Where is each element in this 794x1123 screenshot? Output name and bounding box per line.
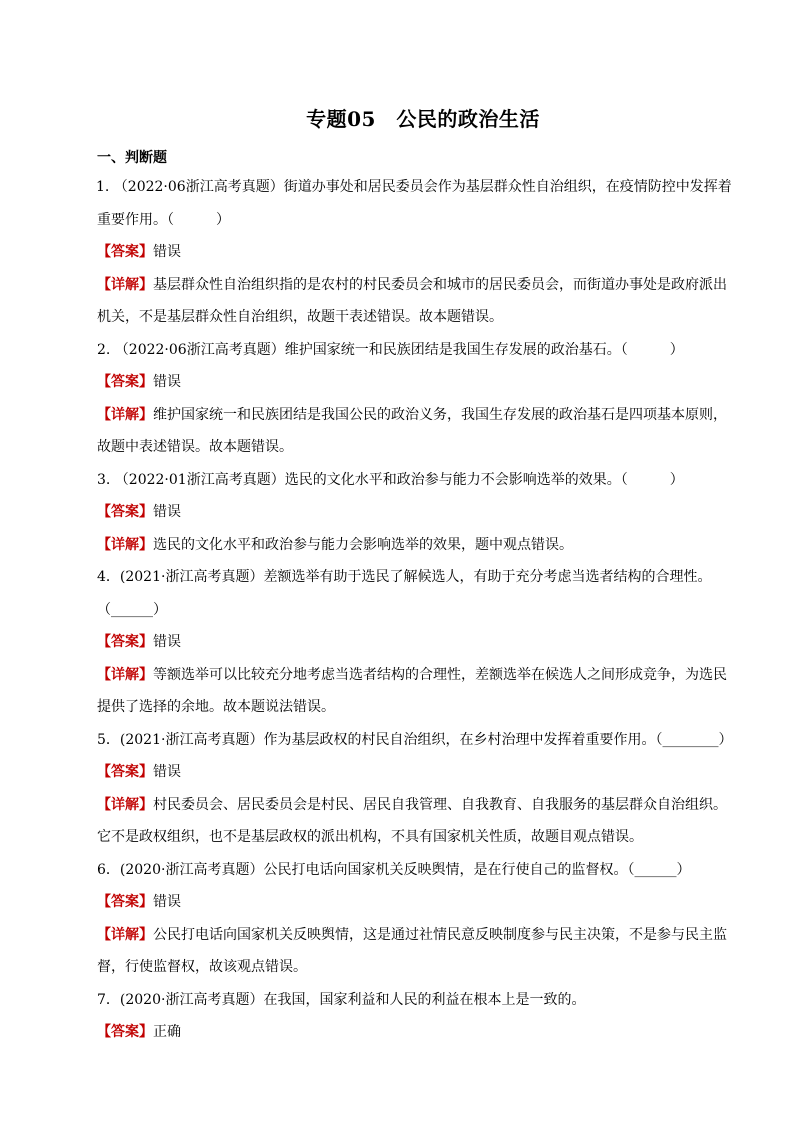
answer-value: 错误 — [153, 374, 181, 390]
detail-tag: 【详解】 — [97, 276, 153, 293]
answer-value: 正确 — [153, 1024, 181, 1040]
question-text: 4．(2021·浙江高考真题）差额选举有助于选民了解候选人，有助于充分考虑当选者结构的合理性。 — [97, 569, 712, 585]
question-blank: （______） — [97, 601, 167, 618]
answer-tag: 【答案】 — [97, 894, 153, 910]
answer-value: 错误 — [153, 504, 181, 520]
detail-line — [97, 399, 733, 464]
answer-value: 错误 — [153, 764, 181, 780]
answer-line — [97, 496, 733, 529]
detail-line — [97, 659, 733, 724]
question-text: 6．(2020·浙江高考真题）公民打电话向国家机关反映舆情，是在行使自己的监督权。（______） — [97, 861, 691, 878]
detail-text: 选民的文化水平和政治参与能力会影响选举的效果，题中观点错误。 — [153, 536, 573, 553]
detail-text: 基层群众性自治组织指的是农村的村民委员会和城市的居民委员会，而街道办事处是政府派出机关，不是基层群众性自治组织，故题干表述错误。故本题错误。 — [97, 276, 727, 325]
detail-text: 等额选举可以比较充分地考虑当选者结构的合理性，差额选举在候选人之间形成竞争，为选民提供了选择的余地。故本题说法错误。 — [97, 666, 727, 715]
detail-tag: 【详解】 — [97, 536, 153, 553]
detail-tag: 【详解】 — [97, 796, 153, 813]
answer-value: 错误 — [153, 244, 181, 260]
question-text: 5．(2021·浙江高考真题）作为基层政权的村民自治组织，在乡村治理中发挥着重要作用。（________） — [97, 731, 733, 748]
answer-line — [97, 236, 733, 269]
detail-line — [97, 919, 733, 984]
section-heading: 一、判断题 — [97, 150, 167, 166]
detail-text: 公民打电话向国家机关反映舆情，这是通过社情民意反映制度参与民主决策，不是参与民主监督，行使监督权，故该观点错误。 — [97, 926, 727, 975]
answer-tag: 【答案】 — [97, 634, 153, 650]
answer-tag: 【答案】 — [97, 764, 153, 780]
question-text: 2. （2022·06浙江高考真题）维护国家统一和民族团结是我国生存发展的政治基石。（ ） — [97, 341, 684, 358]
answer-tag: 【答案】 — [97, 504, 153, 520]
answer-line — [97, 626, 733, 659]
detail-tag: 【详解】 — [97, 666, 153, 683]
answer-value: 错误 — [153, 634, 181, 650]
page-title: 专题05 公民的政治生活 — [306, 107, 540, 131]
answer-tag: 【答案】 — [97, 244, 153, 260]
answer-tag: 【答案】 — [97, 374, 153, 390]
detail-text: 村民委员会、居民委员会是村民、居民自我管理、自我教育、自我服务的基层群众自治组织。它不是政权组织，也不是基层政权的派出机构，不具有国家机关性质，故题目观点错误。 — [97, 796, 727, 845]
answer-value: 错误 — [153, 894, 181, 910]
detail-line — [97, 269, 733, 334]
detail-tag: 【详解】 — [97, 406, 153, 423]
detail-line — [97, 789, 733, 854]
answer-line — [97, 366, 733, 399]
answer-line — [97, 756, 733, 789]
answer-tag: 【答案】 — [97, 1024, 153, 1040]
question-text: 3. （2022·01浙江高考真题）选民的文化水平和政治参与能力不会影响选举的效果。（ ） — [97, 471, 684, 488]
detail-text: 维护国家统一和民族团结是我国公民的政治义务，我国生存发展的政治基石是四项基本原则，故题中表述错误。故本题错误。 — [97, 406, 727, 455]
answer-line — [97, 886, 733, 919]
detail-tag: 【详解】 — [97, 926, 153, 943]
detail-line — [97, 529, 733, 562]
question-list — [97, 171, 733, 1049]
question-text: 1. （2022·06浙江高考真题）街道办事处和居民委员会作为基层群众性自治组织，在疫情防控中发挥着重要作用。（ ） — [96, 179, 732, 228]
answer-line — [97, 1016, 733, 1049]
question-text: 7．(2020·浙江高考真题）在我国，国家利益和人民的利益在根本上是一致的。 — [97, 991, 586, 1008]
